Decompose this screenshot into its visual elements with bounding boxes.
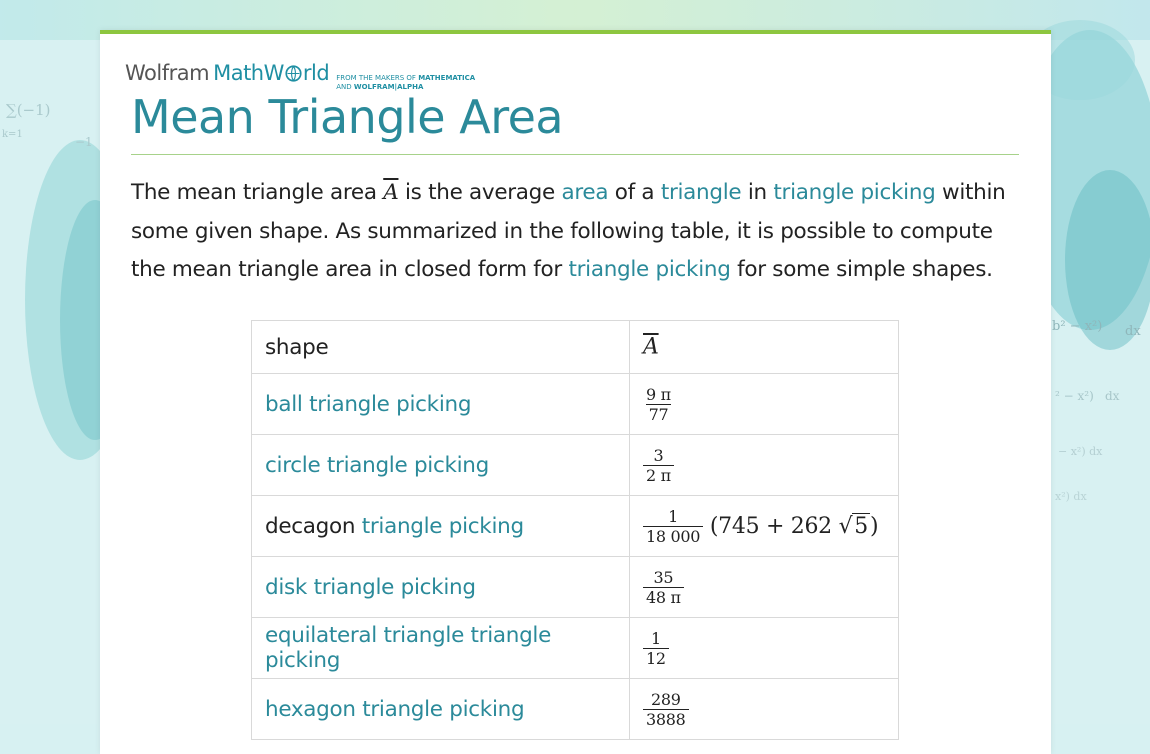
link-ball-triangle-picking[interactable]: ball triangle picking bbox=[265, 391, 472, 417]
fraction-numerator: 289 bbox=[650, 689, 681, 709]
shape-cell bbox=[252, 374, 630, 435]
title-divider bbox=[131, 154, 1019, 155]
table-row bbox=[252, 557, 899, 618]
value-cell bbox=[630, 374, 899, 435]
header-mean-area-symbol: $\overline{A}$ bbox=[643, 334, 659, 360]
fraction bbox=[643, 385, 674, 424]
table-row bbox=[252, 435, 899, 496]
fraction-numerator: 1 bbox=[650, 628, 661, 648]
link-disk-triangle-picking[interactable]: disk triangle picking bbox=[265, 574, 476, 600]
fraction-numerator: 35 bbox=[653, 567, 674, 587]
intro-text-6: for some simple shapes. bbox=[730, 257, 993, 282]
link-circle-triangle-picking[interactable]: circle triangle picking bbox=[265, 452, 489, 478]
fraction-denominator: 12 bbox=[643, 648, 669, 668]
fraction bbox=[643, 568, 684, 607]
intro-text-2: is the average bbox=[398, 180, 562, 205]
svg-text:² − x²): ² − x²) bbox=[1055, 389, 1094, 403]
fraction-denominator: 18 000 bbox=[643, 526, 703, 546]
table-row bbox=[252, 618, 899, 679]
fraction-denominator: 2 π bbox=[643, 465, 674, 485]
link-triangle-picking-2[interactable]: triangle picking bbox=[568, 257, 731, 282]
fraction bbox=[643, 446, 674, 485]
value-cell bbox=[630, 557, 899, 618]
mean-area-symbol: $\overline{A}$ bbox=[383, 180, 399, 205]
shape-cell bbox=[252, 557, 630, 618]
link-decagon-triangle-picking[interactable]: triangle picking bbox=[361, 513, 524, 539]
svg-text:− x²) dx: − x²) dx bbox=[1058, 445, 1103, 458]
table-row bbox=[252, 679, 899, 740]
table-header-row bbox=[252, 321, 899, 374]
fraction-numerator: 3 bbox=[653, 445, 664, 465]
svg-text:x²) dx: x²) dx bbox=[1055, 490, 1087, 503]
intro-text-3: of a bbox=[608, 180, 661, 205]
svg-text:dx: dx bbox=[1125, 324, 1141, 339]
table-row bbox=[252, 496, 899, 557]
sqrt-radicand: 5 bbox=[854, 513, 868, 539]
link-equilateral-triangle-triangle-picking[interactable]: equilateral triangle triangle picking bbox=[265, 623, 552, 673]
value-cell bbox=[630, 679, 899, 740]
shape-cell bbox=[252, 435, 630, 496]
fraction-denominator: 48 π bbox=[643, 587, 684, 607]
article-page bbox=[100, 30, 1051, 754]
fraction bbox=[643, 629, 669, 668]
svg-text:b² − x²): b² − x²) bbox=[1052, 319, 1103, 334]
value-cell bbox=[630, 435, 899, 496]
tagline-wolframalpha: WOLFRAM|ALPHA bbox=[353, 83, 424, 91]
fraction-denominator: 3888 bbox=[643, 709, 689, 729]
svg-text:k=1: k=1 bbox=[2, 129, 23, 140]
svg-text:−1: −1 bbox=[75, 135, 93, 149]
mean-area-table bbox=[251, 320, 899, 740]
tagline-mathematica: MATHEMATICA bbox=[418, 74, 476, 82]
link-triangle[interactable]: triangle bbox=[660, 180, 742, 205]
sqrt-sign: √5 bbox=[838, 513, 868, 539]
intro-paragraph bbox=[131, 174, 1031, 290]
intro-text-1: The mean triangle area bbox=[131, 180, 384, 205]
fraction bbox=[643, 690, 689, 729]
expr-close: ) bbox=[870, 513, 879, 539]
page-title: Mean Triangle Area bbox=[131, 90, 564, 144]
header-mean-area bbox=[630, 321, 899, 374]
fraction-numerator: 9 π bbox=[646, 384, 671, 404]
shape-cell bbox=[252, 618, 630, 679]
fraction-denominator: 77 bbox=[646, 404, 672, 424]
logo-math-text: MathW bbox=[213, 61, 284, 85]
svg-text:dx: dx bbox=[1105, 389, 1120, 403]
fraction bbox=[643, 507, 703, 546]
globe-icon bbox=[285, 65, 302, 82]
link-hexagon-triangle-picking[interactable]: hexagon triangle picking bbox=[265, 696, 525, 722]
logo-rld-text: rld bbox=[302, 61, 330, 85]
expr-open: (745 + 262 bbox=[709, 513, 839, 539]
wolfram-mathworld-logo[interactable] bbox=[125, 61, 475, 89]
table-row bbox=[252, 374, 899, 435]
value-cell bbox=[630, 618, 899, 679]
svg-text:∑(−1): ∑(−1) bbox=[6, 101, 51, 119]
logo-wolfram-text: Wolfram bbox=[125, 61, 210, 85]
value-cell bbox=[630, 496, 899, 557]
shape-cell bbox=[252, 496, 630, 557]
intro-text-4: in bbox=[741, 180, 774, 205]
shape-cell bbox=[252, 679, 630, 740]
fraction-numerator: 1 bbox=[668, 506, 679, 526]
logo-mathworld-text bbox=[213, 61, 329, 85]
header-shape: shape bbox=[252, 321, 630, 374]
decagon-expression bbox=[703, 514, 878, 539]
shape-prefix-decagon: decagon bbox=[265, 513, 362, 539]
tagline-line2: AND bbox=[336, 83, 352, 91]
intro-text-5: within some given shape. As summarized in the following table, it is possible to compute the mean triangle area in closed form for bbox=[131, 180, 1006, 282]
link-area[interactable]: area bbox=[561, 180, 609, 205]
tagline-line1: FROM THE MAKERS OF bbox=[336, 74, 416, 82]
link-triangle-picking[interactable]: triangle picking bbox=[773, 180, 936, 205]
